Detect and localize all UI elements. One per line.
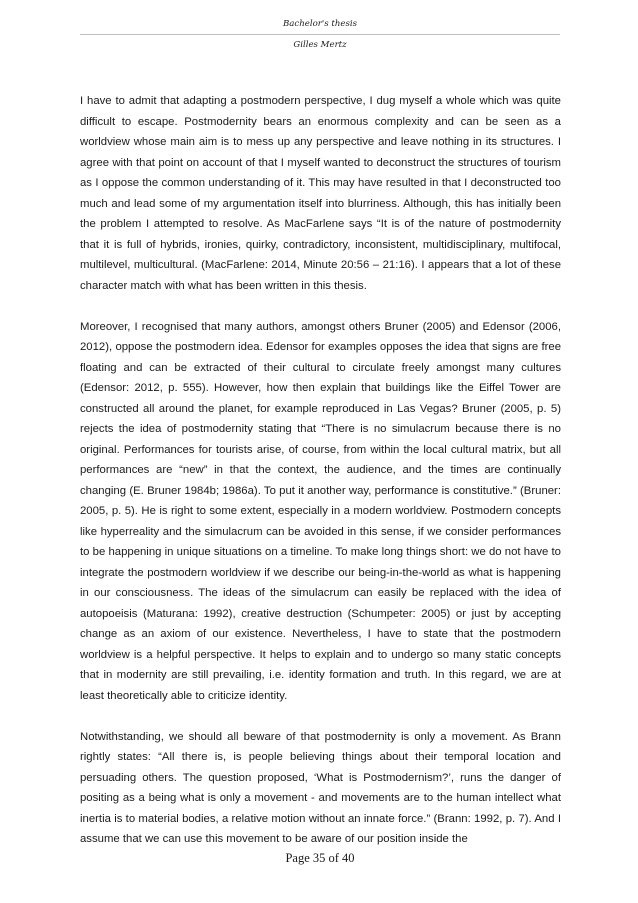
header-title: Bachelor's thesis	[282, 19, 358, 29]
body-text	[80, 91, 561, 850]
paragraph-2: Moreover, I recognised that many authors, amongst others Bruner (2005) and Edensor (2006, 2012), oppose the postmodern idea. Edensor for examples opposes the idea that signs are free floating and can be extracted of their cultural to circulate freely amongst many cultures (Edensor: 2012, p. 555). However, how then explain that buildings like the Eiffel Tower are constructed all around the planet, for example reproduced in Las Vegas? Bruner (2005, p. 5) rejects the idea of postmodernity stating that “There is no simulacrum because there is no original. Performances for tourists arise, of course, from within the local cultural matrix, but all performances are “new” in that the context, the audience, and the times are continually changing (E. Bruner 1984b; 1986a). To put it another way, performance is constitutive.” (Bruner: 2005, p. 5). He is right to some extent, especially in a modern worldview. Postmodern concepts like hyperreality and the simulacrum can be avoided in this sense, if we consider performances to be happening in unique situations on a timeline. To make long things short: we do not have to integrate the postmodern worldview if we describe our being-in-the-world as what is happening in our consciousness. The ideas of the simulacrum can easily be replaced with the idea of autopoeisis (Maturana: 1992), creative destruction (Schumpeter: 2005) or just by accepting change as an axiom of our existence. Nevertheless, I have to state that the postmodern worldview is a helpful perspective. It helps to explain and to undergo so many static concepts that in modernity are still prevailing, i.e. identity formation and truth. In this regard, we are at least theoretically able to criticize identity.	[80, 320, 561, 702]
page-number: Page 35 of 40	[285, 851, 355, 865]
header-author: Gilles Mertz	[293, 40, 347, 50]
paragraph-1: I have to admit that adapting a postmodern perspective, I dug myself a whole which was quite difficult to escape. Postmodernity bears an enormous complexity and can be seen as a worldview whose main aim is to mess up any perspective and leave nothing in its structures. I agree with that point on account of that I myself wanted to deconstruct the structures of tourism as I oppose the common understanding of it. This may have resulted in that I deconstructed too much and lead some of my argumentation itself into blurriness. Although, this has initially been the problem I attempted to resolve. As MacFarlene says “It is of the nature of postmodernity that it is full of hybrids, ironies, quirky, contradictory, inconsistent, multidisciplinary, multifocal, multilevel, multicultural. (MacFarlene: 2014, Minute 20:56 – 21:16). I appears that a lot of these character match with what has been written in this thesis.	[80, 95, 561, 292]
running-header	[80, 14, 560, 55]
paragraph-3: Notwithstanding, we should all beware of that postmodernity is only a movement. As Brann rightly states: “All there is, is people believing things about their temporal location and persuading others. The question proposed, ‘What is Postmodernism?’, runs the danger of positing as a being what is only a movement - and movements are to the human intellect what inertia is to material bodies, a relative motion without an innate force.” (Brann: 1992, p. 7). And I assume that we can use this movement to be aware of our position inside the	[80, 730, 561, 845]
